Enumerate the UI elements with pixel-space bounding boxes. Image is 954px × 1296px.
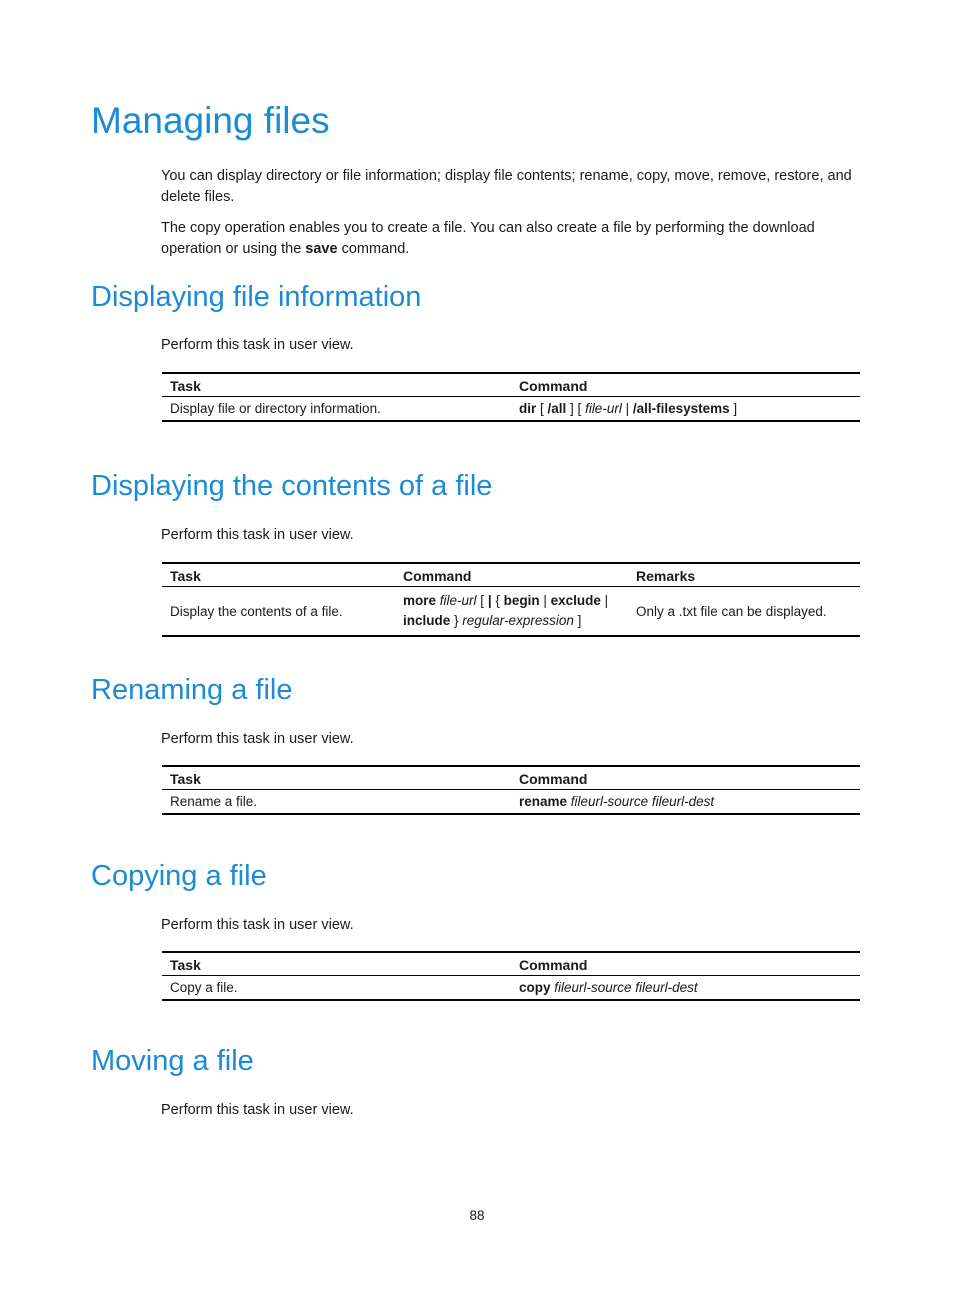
perform-note: Perform this task in user view. <box>161 1102 354 1118</box>
task-cell: Display the contents of a file. <box>162 587 395 637</box>
cmd-keyword: /all-filesystems <box>632 401 730 416</box>
table-header-row <box>162 952 860 976</box>
task-cell: Rename a file. <box>162 790 511 815</box>
cmd-keyword: more <box>403 593 437 608</box>
command-header: Command <box>511 952 860 976</box>
table-header-row <box>162 373 860 397</box>
command-table-display-contents <box>162 562 860 637</box>
task-header: Task <box>162 563 395 587</box>
command-header: Command <box>511 373 860 397</box>
save-keyword: save <box>305 241 338 257</box>
perform-note: Perform this task in user view. <box>161 527 354 543</box>
command-cell <box>511 976 860 1001</box>
section-heading-move: Moving a file <box>91 1045 254 1077</box>
cmd-arg: file-url <box>439 593 477 608</box>
cmd-sep: ] [ <box>566 401 586 416</box>
cmd-arg: fileurl-source fileurl-dest <box>554 980 698 995</box>
task-cell: Copy a file. <box>162 976 511 1001</box>
task-header: Task <box>162 952 511 976</box>
table-row <box>162 397 860 422</box>
cmd-sep: [ <box>476 593 488 608</box>
cmd-sep: | <box>600 593 609 608</box>
cmd-arg: file-url <box>585 401 622 416</box>
cmd-arg: fileurl-source fileurl-dest <box>570 794 715 809</box>
section-heading-display-contents: Displaying the contents of a file <box>91 470 493 502</box>
task-header: Task <box>162 766 511 790</box>
cmd-keyword: copy <box>519 980 551 995</box>
table-row <box>162 976 860 1001</box>
cmd-keyword: exclude <box>550 593 601 608</box>
command-table-copy <box>162 951 860 1001</box>
command-cell <box>511 397 860 422</box>
section-heading-rename: Renaming a file <box>91 674 293 706</box>
cmd-keyword: dir <box>519 401 537 416</box>
table-header-row <box>162 563 860 587</box>
cmd-keyword: begin <box>503 593 540 608</box>
intro-paragraph-1: You can display directory or file information; display file contents; rename, copy, move, remove, restore, and delete files. <box>161 168 852 205</box>
cmd-arg: regular-expression <box>462 613 574 628</box>
intro-text: The copy operation enables you to create a file. You can also create a file by performing the download operation or using the <box>161 220 815 257</box>
table-row <box>162 790 860 815</box>
cmd-sep: { <box>491 593 504 608</box>
cmd-sep: | <box>539 593 551 608</box>
cmd-keyword: /all <box>547 401 567 416</box>
section-heading-display-info: Displaying file information <box>91 281 422 313</box>
command-header: Command <box>511 766 860 790</box>
page-number: 88 <box>469 1208 485 1223</box>
remarks-cell: Only a .txt file can be displayed. <box>628 587 860 637</box>
command-header: Command <box>395 563 628 587</box>
cmd-sep: [ <box>536 401 548 416</box>
task-header: Task <box>162 373 511 397</box>
cmd-sep: ] <box>573 613 582 628</box>
cmd-sep: | <box>621 401 633 416</box>
table-row <box>162 587 860 637</box>
cmd-keyword: | <box>487 593 492 608</box>
section-heading-copy: Copying a file <box>91 860 267 892</box>
table-header-row <box>162 766 860 790</box>
intro-text-end: command. <box>337 241 410 257</box>
cmd-sep: } <box>450 613 463 628</box>
remarks-header: Remarks <box>628 563 860 587</box>
cmd-sep: ] <box>729 401 738 416</box>
cmd-keyword: rename <box>519 794 568 809</box>
perform-note: Perform this task in user view. <box>161 337 354 353</box>
perform-note: Perform this task in user view. <box>161 731 354 747</box>
command-table-rename <box>162 765 860 815</box>
command-cell <box>511 790 860 815</box>
command-table-display-info <box>162 372 860 422</box>
perform-note: Perform this task in user view. <box>161 917 354 933</box>
command-cell <box>395 587 628 637</box>
cmd-keyword: include <box>403 613 451 628</box>
task-cell: Display file or directory information. <box>162 397 511 422</box>
intro-paragraph-2 <box>161 218 864 260</box>
page-title: Managing files <box>91 100 330 141</box>
